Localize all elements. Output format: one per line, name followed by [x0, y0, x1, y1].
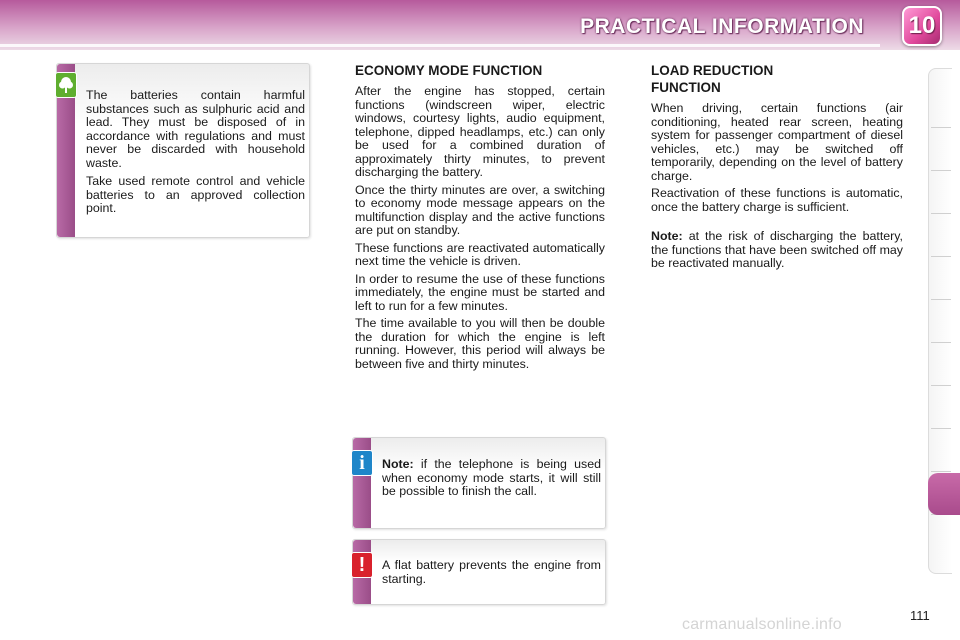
page-title: PRACTICAL INFORMATION [580, 15, 864, 38]
economy-mode-section [355, 62, 605, 375]
tab-divider [931, 342, 951, 343]
warning-icon: ! [351, 552, 373, 578]
eco-box-text [86, 89, 305, 216]
load-heading-line2: FUNCTION [651, 80, 721, 95]
warning-box [352, 539, 606, 605]
chapter-tab-active[interactable] [928, 473, 960, 515]
watermark: carmanualsonline.info [682, 616, 842, 633]
load-reduction-section [651, 62, 903, 275]
tab-divider [931, 213, 951, 214]
info-icon: i [351, 450, 373, 476]
economy-paragraph: After the engine has stopped, certain functions (windscreen wiper, electric windows, courtesy lights, audio equipment, telephone, dipped headlamps, etc.) can only be used for a combined duration of approximately thirty minutes, to prevent discharging the battery. [355, 84, 605, 179]
tab-divider [931, 256, 951, 257]
note-text: if the telephone is being used when economy mode starts, it will still be possible to finish the call. [382, 457, 601, 498]
load-paragraph: Reactivation of these functions is automatic, once the battery charge is sufficient. [651, 186, 903, 214]
load-heading-line1: LOAD REDUCTION [651, 63, 774, 78]
economy-paragraph: These functions are reactivated automatically next time the vehicle is driven. [355, 240, 605, 268]
load-note [651, 230, 903, 271]
warning-text: A flat battery prevents the engine from starting. [382, 558, 601, 586]
eco-box [56, 63, 310, 238]
page-number: 111 [910, 608, 930, 623]
tab-divider [931, 299, 951, 300]
tab-divider [931, 428, 951, 429]
tree-icon [55, 72, 77, 98]
load-paragraph: When driving, certain functions (air conditioning, heated rear screen, heating system for passenger compartment of diesel vehicles, etc.) may be switched off temporarily, depending on the level of battery charge. [651, 101, 903, 183]
header-rule [0, 44, 880, 47]
economy-paragraph: Once the thirty minutes are over, a switching to economy mode message appears on the multifunction display and the active functions are put on standby. [355, 182, 605, 237]
chapter-badge: 10 [902, 6, 942, 46]
note-label: Note: [651, 229, 683, 243]
tab-divider [931, 170, 951, 171]
economy-paragraph: In order to resume the use of these functions immediately, the engine must be started and left to run for a few minutes. [355, 271, 605, 313]
info-note-text [382, 458, 601, 499]
tab-divider [931, 385, 951, 386]
load-heading [651, 62, 903, 96]
note-text: at the risk of discharging the battery, the functions that have been switched off may be reactivated manually. [651, 229, 903, 270]
eco-paragraph: The batteries contain harmful substances such as sulphuric acid and lead. They must be disposed of in accordance with regulations and must never be discarded with household waste. [86, 88, 305, 170]
eco-paragraph: Take used remote control and vehicle batteries to an approved collection point. [86, 174, 305, 215]
page-header [0, 0, 960, 50]
note-label: Note: [382, 457, 414, 471]
economy-heading: ECONOMY MODE FUNCTION [355, 63, 543, 78]
economy-paragraph: The time available to you will then be double the duration for which the engine is left running. However, this period will always be between five and thirty minutes. [355, 316, 605, 371]
tab-divider [931, 127, 951, 128]
tab-divider [931, 471, 951, 472]
info-note-box [352, 437, 606, 529]
